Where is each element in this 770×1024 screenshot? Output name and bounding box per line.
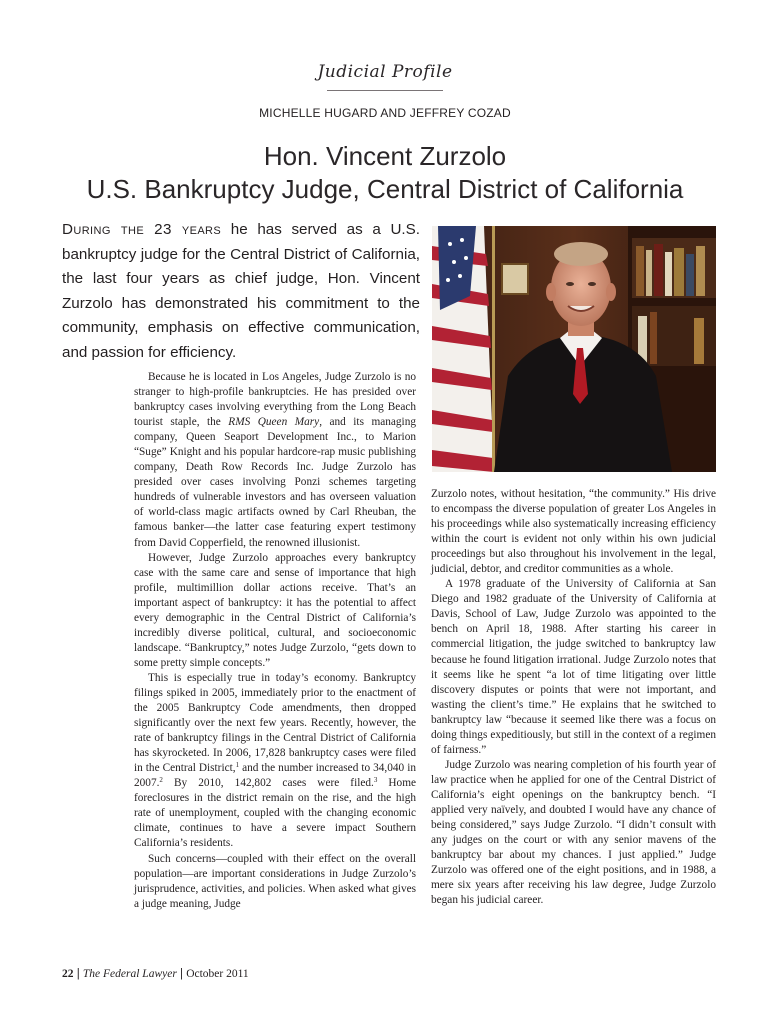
body-paragraph: Zurzolo notes, without hesitation, “the community.” His drive to encompass the diverse population of greater Los Angeles in his proceedings while also systematically increasing efficiency within the court is evident not only within his own judicial proceedings but also throughout his involvement in the legal, judicial, debtor, and creditor communities as a whole. [431,488,716,576]
publication-name: The Federal Lawyer [82,968,177,980]
body-paragraph: However, Judge Zurzolo approaches every bankruptcy case with the same care and sense of importance that high profile, multimillion dollar actions receive. That’s an important aspect of bankruptcy: it has the potential to affect every demographic in the Central District of California’s incredibly diverse political, cultural, and socioeconomic landscape. “Bankruptcy,” notes Judge Zurzolo, “gets down to some pretty simple concepts.” [134,551,416,669]
body-paragraph: This is especially true in today’s economy. Bankruptcy filings spiked in 2005, immediately prior to the enactment of the 2005 Bankruptcy Code amendments, then dropped significantly over the next few years. Recently, however, the rate of bankruptcy filings in the Central District of California has skyrocketed. In 2006, 17,828 bankruptcy cases were filed in the Central District,$^1$ and the number increased to 34,040 in 2007.$^2$ By 2010, 142,802 cases were filed.$^3$ Home foreclosures in the district remain on the rise, and the high rate of unemployment, coupled with the changing economic climate, continues to have a severe impact Southern California’s residents. [134,671,416,850]
flag [432,226,495,472]
article-deck [62,218,420,365]
deck-text: he has served as a U.S. bankruptcy judge for the Central District of California, the last four years as chief judge, Hon. Vincent Zurzolo has demonstrated his commitment to the community, emphasis on effective communication, and passion for efficiency. [62,221,420,361]
body-paragraph: Judge Zurzolo was nearing completion of his fourth year of law practice when he applied for one of the Central District of California’s eight openings on the bankruptcy bench. “I applied very naïvely, and doubted I would have any chance of being considered,” says Judge Zurzolo. “I didn’t consult with any judges on the court or with any senior mavens of the bankruptcy bar about my chances. I just applied.” Judge Zurzolo was offered one of the eight positions, and in 1988, a mere six years after receiving his law degree, Judge Zurzolo began his judicial career. [431,758,716,907]
portrait-illustration [432,226,716,472]
issue-date: October 2011 [186,968,249,980]
page-footer [62,968,249,980]
section-kicker: Judicial Profile [317,62,453,82]
footer-separator: | [176,968,187,980]
deck-lead: During the 23 years [62,221,222,238]
title-line-2: U.S. Bankruptcy Judge, Central District of California [86,174,684,204]
vessel-name: RMS Queen Mary [228,416,320,429]
footnote-ref[interactable]: 2 [159,776,163,785]
footnote-ref[interactable]: 3 [373,776,378,785]
title-line-1: Hon. Vincent Zurzolo [263,141,507,171]
judge-portrait-photo [432,226,716,472]
article-title [0,140,770,206]
page-number: 22 [62,968,74,980]
byline: MICHELLE HUGARD AND JEFFREY COZAD [259,106,511,120]
body-paragraph: Because he is located in Los Angeles, Judge Zurzolo is no stranger to high-profile bankruptcies. He has presided over bankruptcy cases involving everything from the Long Beach tourist staple, the RMS Queen Mary, and its managing company, Queen Seaport Development Inc., to Marion “Suge” Knight and his popular hardcore-rap music publishing company, Death Row Records Inc. Judge Zurzolo has presided over cases involving Ponzi schemes targeting hundreds of vulnerable investors and has overseen valuation of world-class magic artifacts owned by Carl Rheuban, the famous banker—the latter case featuring expert testimony from David Copperfield, the renowned illusionist. [134,371,416,549]
footer-separator: | [73,968,83,980]
body-column-right [431,487,716,908]
body-paragraph: A 1978 graduate of the University of California at San Diego and 1982 graduate of the University of California at Davis, School of Law, Judge Zurzolo was appointed to the bench on April 18, 1988. After starting his career in commercial litigation, the judge switched to bankruptcy law because he found litigation irrational. Judge Zurzolo notes that it seems like he spent “a lot of time litigating over little discovery disputes or points that were not important, and wasting the client’s time.” He explains that he switched to bankruptcy law “because it seemed like there was a focus on doing things expeditiously, but still in the context of a regimen of fairness.” [431,578,716,756]
footnote-ref[interactable]: 1 [235,761,240,770]
body-paragraph: Such concerns—coupled with their effect on the overall population—are important considerations in Judge Zurzolo’s jurisprudence, activities, and policies. When asked what gives a judge meaning, Judge [134,852,416,910]
kicker-rule [327,90,443,91]
body-column-left [134,370,416,912]
